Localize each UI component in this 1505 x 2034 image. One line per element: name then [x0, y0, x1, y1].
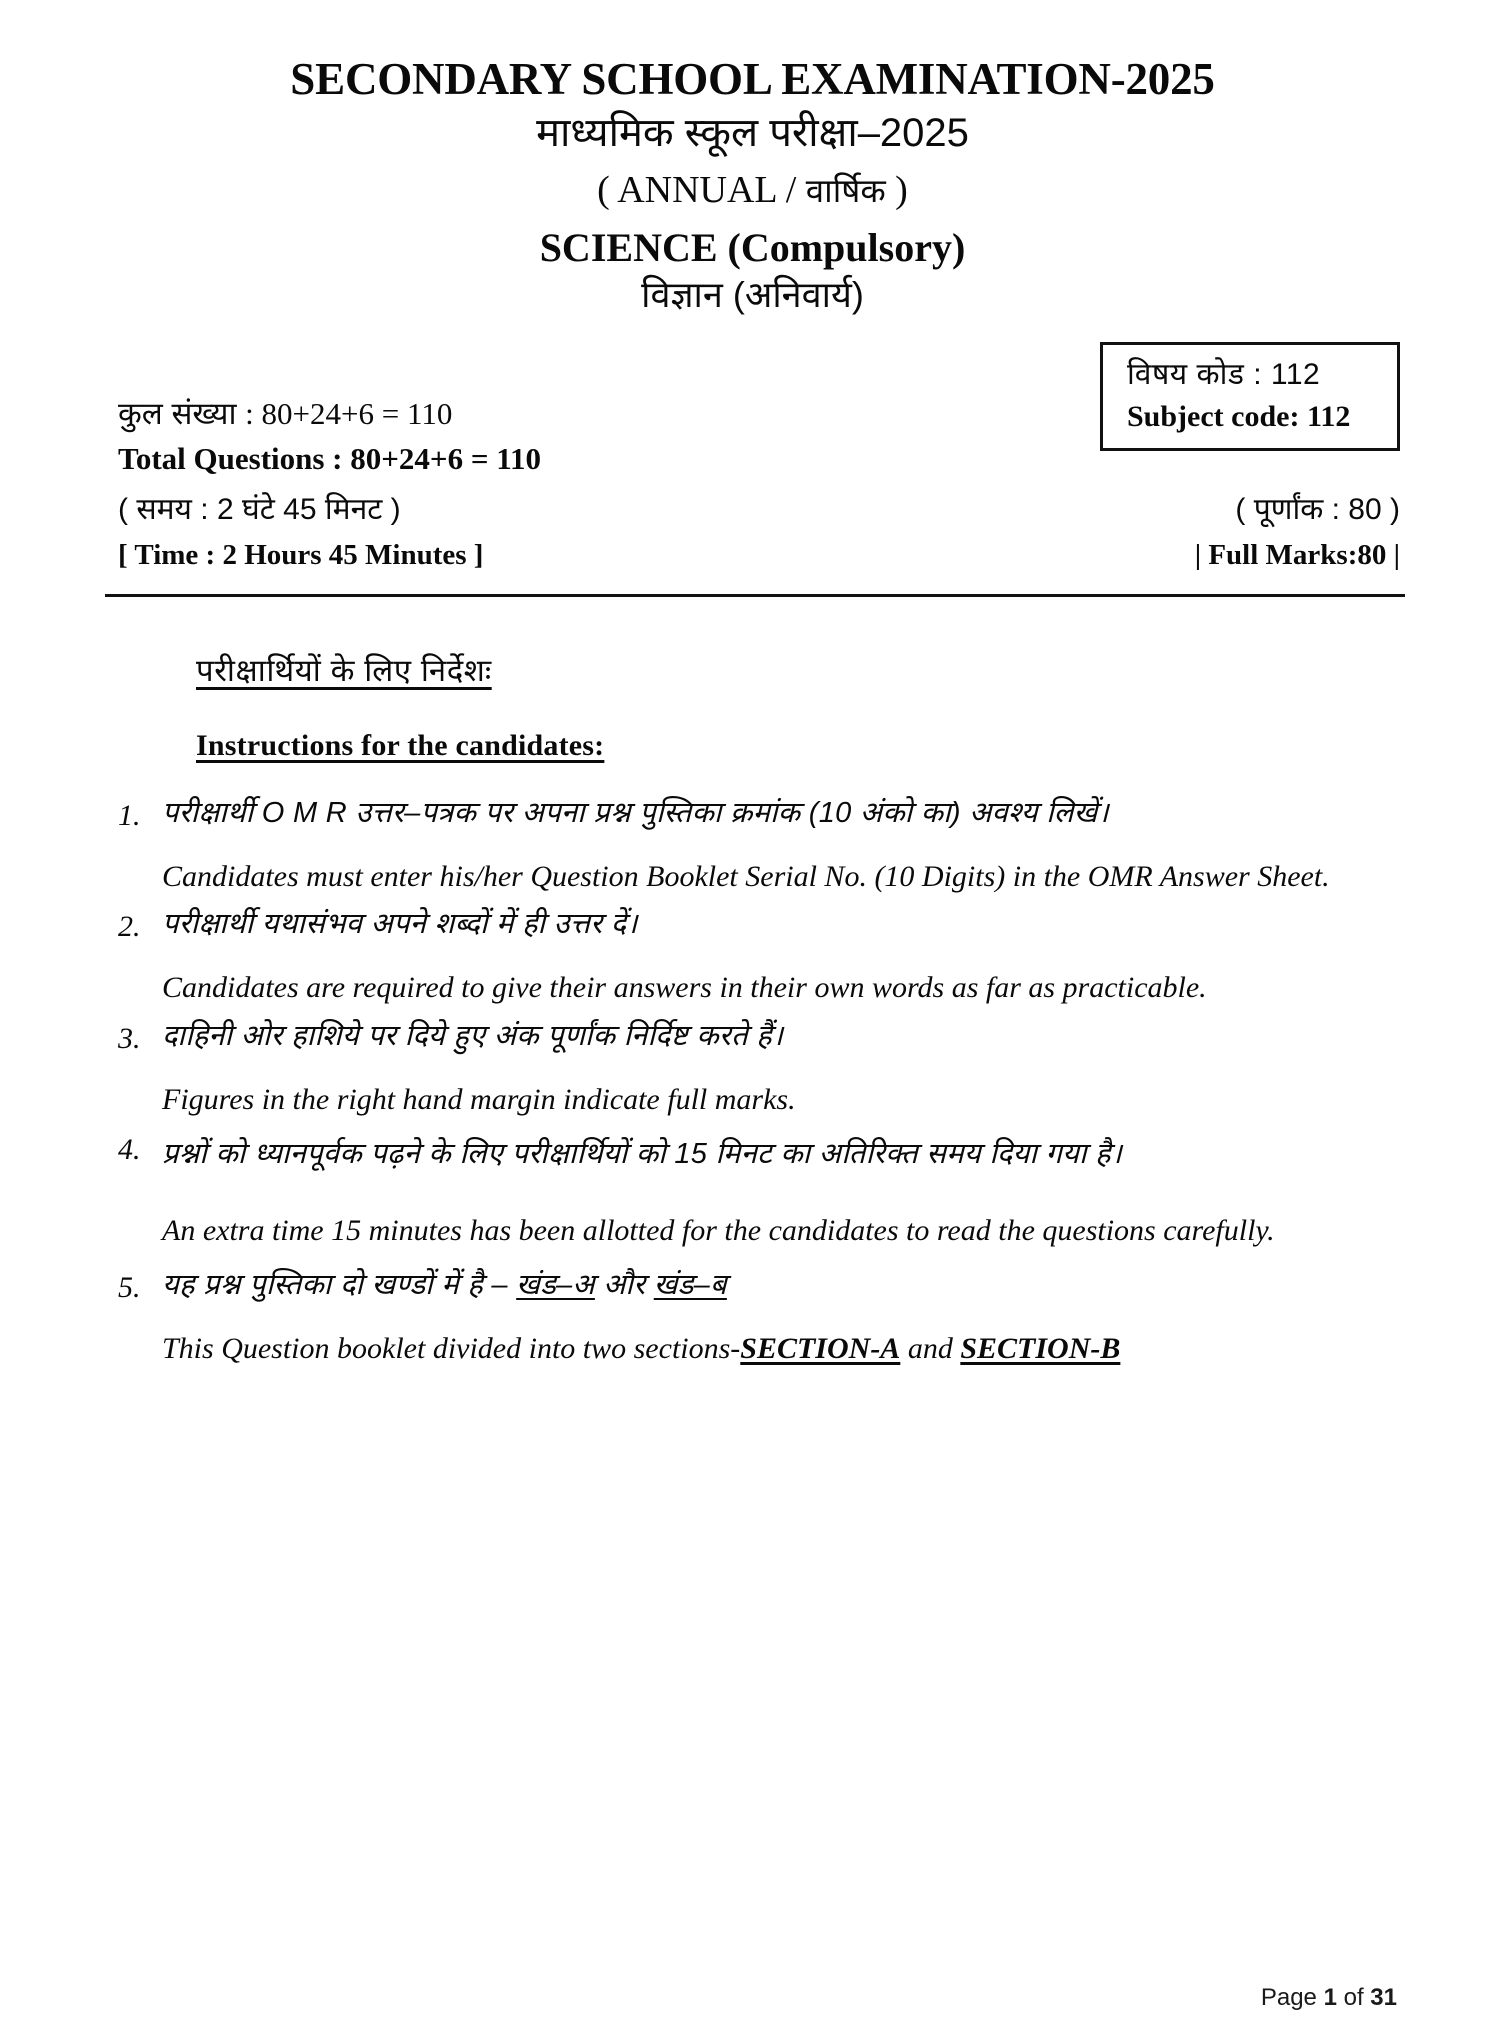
page-label: Page	[1260, 1984, 1317, 2011]
instruction-text-hindi: प्रश्नों को ध्यानपूर्वक पढ़ने के लिए परीक्षार्थियों को 15 मिनट का अतिरिक्त समय दिया गया है।	[162, 1138, 1123, 1171]
instructions-list	[118, 791, 1395, 1373]
subject-title-hindi: विज्ञान (अनिवार्य)	[641, 273, 864, 315]
time-and-marks-english-row	[118, 538, 1400, 573]
page-current-number: 1	[1323, 1984, 1337, 2011]
instruction-item	[118, 791, 1395, 900]
total-questions-hindi	[118, 394, 541, 434]
instructions-heading-english: Instructions for the candidates:	[196, 728, 605, 762]
subject-code-hindi: विषय कोड : 112	[1127, 357, 1321, 391]
page-of-label: of	[1343, 1984, 1364, 2011]
instruction-text-hindi: परीक्षार्थी O M R उत्तर–पत्रक पर अपना प्रश्न पुस्तिका क्रमांक (10 अंको का) अवश्य लिखें।	[162, 796, 1109, 829]
exam-time-english: [ Time : 2 Hours 45 Minutes ]	[118, 538, 484, 571]
exam-meta-block	[0, 342, 1505, 582]
instruction-text-english: Candidates must enter his/her Question Booklet Serial No. (10 Digits) in the OMR Answer Sheet.	[162, 859, 1330, 893]
exam-title-english: SECONDARY SCHOOL EXAMINATION-2025	[290, 54, 1215, 104]
section-b-label-english: SECTION-B	[960, 1332, 1121, 1366]
subject-code-english: Subject code: 112	[1127, 400, 1351, 434]
section-a-label-hindi: खंड–अ	[516, 1269, 595, 1302]
instruction-body	[162, 791, 1395, 900]
instruction-item	[118, 1125, 1395, 1261]
instruction-text-english: Candidates are required to give their answers in their own words as far as practicable.	[162, 971, 1207, 1005]
exam-time-hindi: ( समय : 2 घंटे 45 मिनट )	[118, 492, 401, 526]
instruction-text-hindi: परीक्षार्थी यथासंभव अपने शब्दों में ही उत्तर दें।	[162, 908, 638, 941]
instruction-body	[162, 1263, 1395, 1372]
exam-title-hindi: माध्यमिक स्कूल परीक्षा–2025	[536, 111, 969, 156]
instruction-body	[162, 1014, 1395, 1123]
subject-code-box	[1100, 342, 1400, 452]
page-total-number: 31	[1370, 1984, 1397, 2011]
instruction-5-english-prefix: This Question booklet divided into two sections-	[162, 1332, 741, 1366]
instructions-heading-hindi: परीक्षार्थियों के लिए निर्देशः	[196, 652, 492, 688]
page-footer	[1261, 1984, 1397, 2012]
instruction-number: 3.	[118, 1021, 141, 1055]
instruction-item	[118, 902, 1395, 1011]
time-and-marks-hindi-row	[118, 492, 1400, 528]
header-divider-rule	[105, 594, 1405, 597]
section-b-label-hindi: खंड–ब	[653, 1269, 727, 1302]
instruction-text-english: An extra time 15 minutes has been allotted for the candidates to read the questions carefully.	[162, 1214, 1275, 1248]
instruction-number: 4.	[118, 1133, 141, 1167]
total-questions-hindi-value: : 80+24+6 = 110	[245, 395, 453, 431]
instruction-5-english-conjunction: and	[900, 1332, 961, 1366]
instruction-body	[162, 902, 1395, 1011]
instruction-5-hindi-prefix: यह प्रश्न पुस्तिका दो खण्डों में है –	[162, 1269, 517, 1302]
instruction-item	[118, 1263, 1395, 1372]
instruction-number: 1.	[118, 798, 141, 832]
exam-type-english: ( ANNUAL /	[597, 169, 797, 212]
instruction-text-hindi	[162, 1263, 1395, 1308]
total-questions-hindi-label: कुल संख्या	[118, 395, 237, 431]
instruction-text-english	[162, 1326, 1395, 1373]
full-marks-english: | Full Marks:80 |	[1194, 538, 1400, 571]
total-questions-block	[118, 394, 541, 480]
subject-title-english: SCIENCE (Compulsory)	[539, 224, 966, 270]
document-header	[0, 0, 1505, 316]
instruction-number: 2.	[118, 910, 141, 944]
instruction-item	[118, 1014, 1395, 1123]
instructions-section	[118, 649, 1395, 1373]
exam-type-hindi: वार्षिक	[805, 172, 886, 210]
section-a-label-english: SECTION-A	[740, 1332, 901, 1366]
total-questions-english: Total Questions : 80+24+6 = 110	[118, 441, 542, 477]
instruction-5-hindi-conjunction: और	[594, 1269, 654, 1302]
exam-type-line	[0, 166, 1505, 215]
instruction-text-english: Figures in the right hand margin indicate full marks.	[162, 1082, 796, 1116]
exam-type-paren-close: )	[895, 169, 908, 212]
instruction-body	[162, 1125, 1395, 1261]
instruction-number: 5.	[118, 1271, 141, 1305]
instruction-text-hindi: दाहिनी ओर हाशिये पर दिये हुए अंक पूर्णांक निर्दिष्ट करते हैं।	[162, 1019, 784, 1052]
full-marks-hindi: ( पूर्णांक : 80 )	[1235, 492, 1400, 526]
